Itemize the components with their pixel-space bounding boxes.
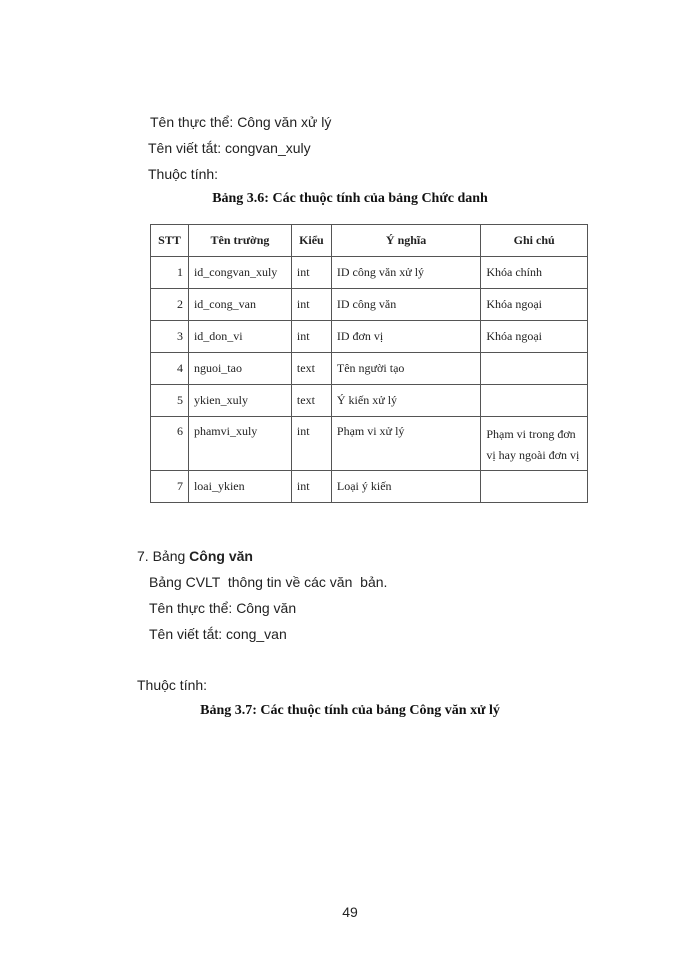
cell-meaning: Ý kiến xử lý: [331, 385, 480, 417]
cell-note: [481, 385, 588, 417]
cell-stt: 2: [151, 289, 189, 321]
table-row: [151, 385, 588, 417]
cell-stt: 4: [151, 353, 189, 385]
cell-stt: 7: [151, 471, 189, 503]
cell-stt: 6: [151, 417, 189, 471]
cell-type: int: [291, 257, 331, 289]
cell-note: Phạm vi trong đơn vị hay ngoài đơn vị: [481, 417, 588, 471]
table-row: [151, 257, 588, 289]
cell-meaning: Phạm vi xử lý: [331, 417, 480, 471]
cell-field-name: phamvi_xuly: [188, 417, 291, 471]
header-type: Kiểu: [291, 225, 331, 257]
cell-meaning: Tên người tạo: [331, 353, 480, 385]
cell-meaning: ID đơn vị: [331, 321, 480, 353]
attributes-label: Thuộc tính:: [148, 166, 219, 182]
cell-field-name: ykien_xuly: [188, 385, 291, 417]
header-stt: STT: [151, 225, 189, 257]
cell-type: int: [291, 289, 331, 321]
table-row: [151, 289, 588, 321]
table-row: [151, 471, 588, 503]
cell-meaning: ID công văn: [331, 289, 480, 321]
cell-type: int: [291, 471, 331, 503]
cell-type: text: [291, 353, 331, 385]
cell-meaning: Loại ý kiến: [331, 471, 480, 503]
section-prefix: Bảng: [152, 548, 186, 564]
cell-note: [481, 353, 588, 385]
section-heading: [137, 548, 253, 564]
cell-note: Khóa chính: [481, 257, 588, 289]
cell-type: text: [291, 385, 331, 417]
table-row: [151, 321, 588, 353]
table-header-row: [151, 225, 588, 257]
cell-stt: 5: [151, 385, 189, 417]
cell-field-name: id_congvan_xuly: [188, 257, 291, 289]
cell-stt: 3: [151, 321, 189, 353]
header-field-name: Tên trường: [188, 225, 291, 257]
page-number: 49: [342, 904, 358, 920]
table-caption-3-6: Bảng 3.6: Các thuộc tính của bảng Chức danh: [212, 191, 488, 206]
attributes-table-3-6: [150, 224, 588, 503]
header-meaning: Ý nghĩa: [331, 225, 480, 257]
header-note: Ghi chú: [481, 225, 588, 257]
cell-field-name: nguoi_tao: [188, 353, 291, 385]
section-table-name: Công văn: [189, 548, 253, 564]
cell-field-name: id_don_vi: [188, 321, 291, 353]
cell-note: Khóa ngoại: [481, 321, 588, 353]
short-name-line: Tên viết tắt: congvan_xuly: [148, 140, 311, 156]
table-row: [151, 417, 588, 471]
cell-type: int: [291, 417, 331, 471]
table-caption-3-7: Bảng 3.7: Các thuộc tính của bảng Công văn xử lý: [200, 703, 500, 718]
cell-field-name: id_cong_van: [188, 289, 291, 321]
entity-name-line: Tên thực thể: Công văn xử lý: [150, 114, 332, 130]
cell-note: [481, 471, 588, 503]
cell-note: Khóa ngoại: [481, 289, 588, 321]
cell-meaning: ID công văn xử lý: [331, 257, 480, 289]
table-row: [151, 353, 588, 385]
cell-type: int: [291, 321, 331, 353]
cell-field-name: loai_ykien: [188, 471, 291, 503]
section-entity-name: Tên thực thể: Công văn: [149, 600, 297, 616]
cell-stt: 1: [151, 257, 189, 289]
section-description: Bảng CVLT thông tin về các văn bản.: [149, 574, 388, 590]
section-attributes-label: Thuộc tính:: [137, 677, 208, 693]
section-number: 7.: [137, 548, 149, 564]
section-short-name: Tên viết tắt: cong_van: [149, 626, 287, 642]
